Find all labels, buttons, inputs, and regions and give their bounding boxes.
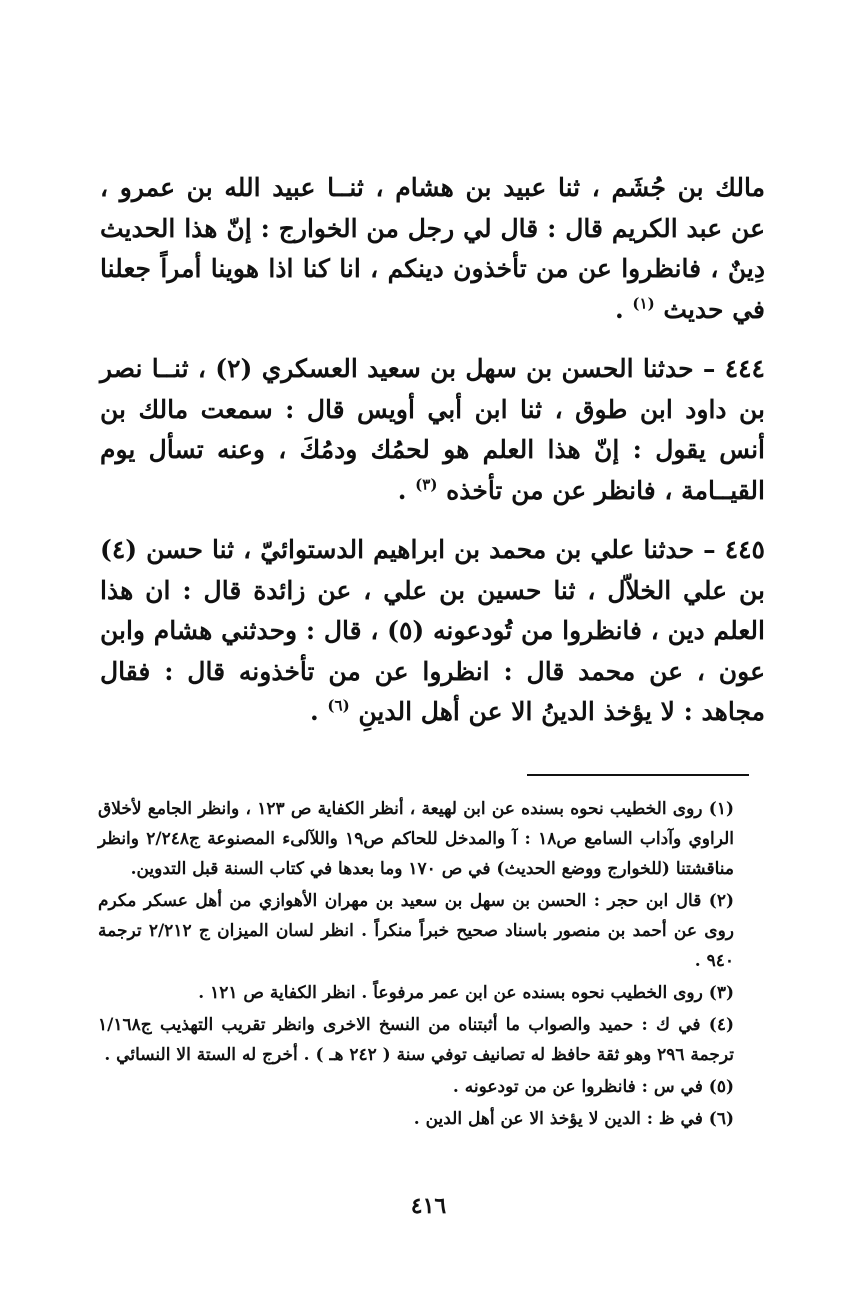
paragraph-445 <box>100 530 765 733</box>
paragraph-444-end: . <box>397 475 416 505</box>
footnotes <box>98 794 734 1134</box>
footnote-6: (٦) في ظ : الدين لا يؤخذ الا عن أهل الدين . <box>413 1109 734 1129</box>
footnote-ref-6: (٦) <box>327 696 350 715</box>
footnote-ref-1: (١) <box>632 294 655 313</box>
footnote-5: (٥) في س : فانظروا عن من تودعونه . <box>452 1077 734 1097</box>
paragraph-1-end: . <box>615 294 633 324</box>
paragraph-445-text: ٤٤٥ – حدثنا علي بن محمد بن ابراهيم الدستوائيّ ، ثنا حسن (٤) بن علي الخلاّل ، ثنا حسين بن علي ، عن زائدة قال : ان هذا العلم دين ، فانظروا من تُودعونه (٥) ، قال : وحدثني هشام وابن عون ، عن محمد قال : انظروا عن من تأخذونه قال : فقال مجاهد : لا يؤخذ الدينُ الا عن أهل الدينِ <box>100 535 765 726</box>
footnote-ref-3: (٣) <box>415 475 438 494</box>
paragraph-445-end: . <box>309 697 328 726</box>
footnote-separator <box>527 774 749 776</box>
paragraph-1-text: مالك بن جُشَم ، ثنا عبيد بن هشام ، ثنــا عبيد الله بن عمرو ، عن عبد الكريم قال : قال لي رجل من الخوارج : إنّ هذا الحديث دِينٌ ، فانظروا عن من تأخذون دينكم ، انا كنا اذا هوينا أمراً جعلنا في حديث <box>100 173 765 324</box>
footnote-1: (١) روى الخطيب نحوه بسنده عن ابن لهيعة ، أنظر الكفاية ص ١٢٣ ، وانظر الجامع لأخلاق الراوي وآداب السامع ص١٨ : آ والمدخل للحاكم ص١٩ واللآلىء المصنوعة ج٢/٢٤٨ وانظر مناقشتنا (للخوارج ووضع الحديث) في ص ١٧٠ وما بعدها في كتاب السنة قبل التدوين. <box>98 799 734 879</box>
paragraph-444-text: ٤٤٤ – حدثنا الحسن بن سهل بن سعيد العسكري (٢) ، ثنــا نصر بن داود ابن طوق ، ثنا ابن أبي أويس قال : سمعت مالك بن أنس يقول : إنّ هذا العلم هو لحمُك ودمُكَ ، وعنه تسأل يوم القيــامة ، فانظر عن من تأخذه <box>100 354 765 505</box>
footnote-2: (٢) قال ابن حجر : الحسن بن سهل بن سعيد بن مهران الأهوازي من أهل عسكر مكرم روى عن أحمد بن منصور باسناد صحيح خبراً منكراً . انظر لسان الميزان ج ٢/٢١٢ ترجمة ٩٤٠ . <box>98 891 734 971</box>
paragraph-444 <box>100 349 765 511</box>
main-text <box>100 168 765 733</box>
footnote-3: (٣) روى الخطيب نحوه بسنده عن ابن عمر مرفوعاً . انظر الكفاية ص ١٢١ . <box>198 983 734 1003</box>
page-number: ٤١٦ <box>410 1193 447 1219</box>
footnote-4: (٤) في ك : حميد والصواب ما أثبتناه من النسخ الاخرى وانظر تقريب التهذيب ج١/١٦٨ ترجمة ٢٩٦ وهو ثقة حافظ له تصانيف توفي سنة ( ٢٤٢ هـ ) . أخرج له الستة الا النسائي . <box>98 1015 734 1065</box>
paragraph-1 <box>100 168 765 330</box>
